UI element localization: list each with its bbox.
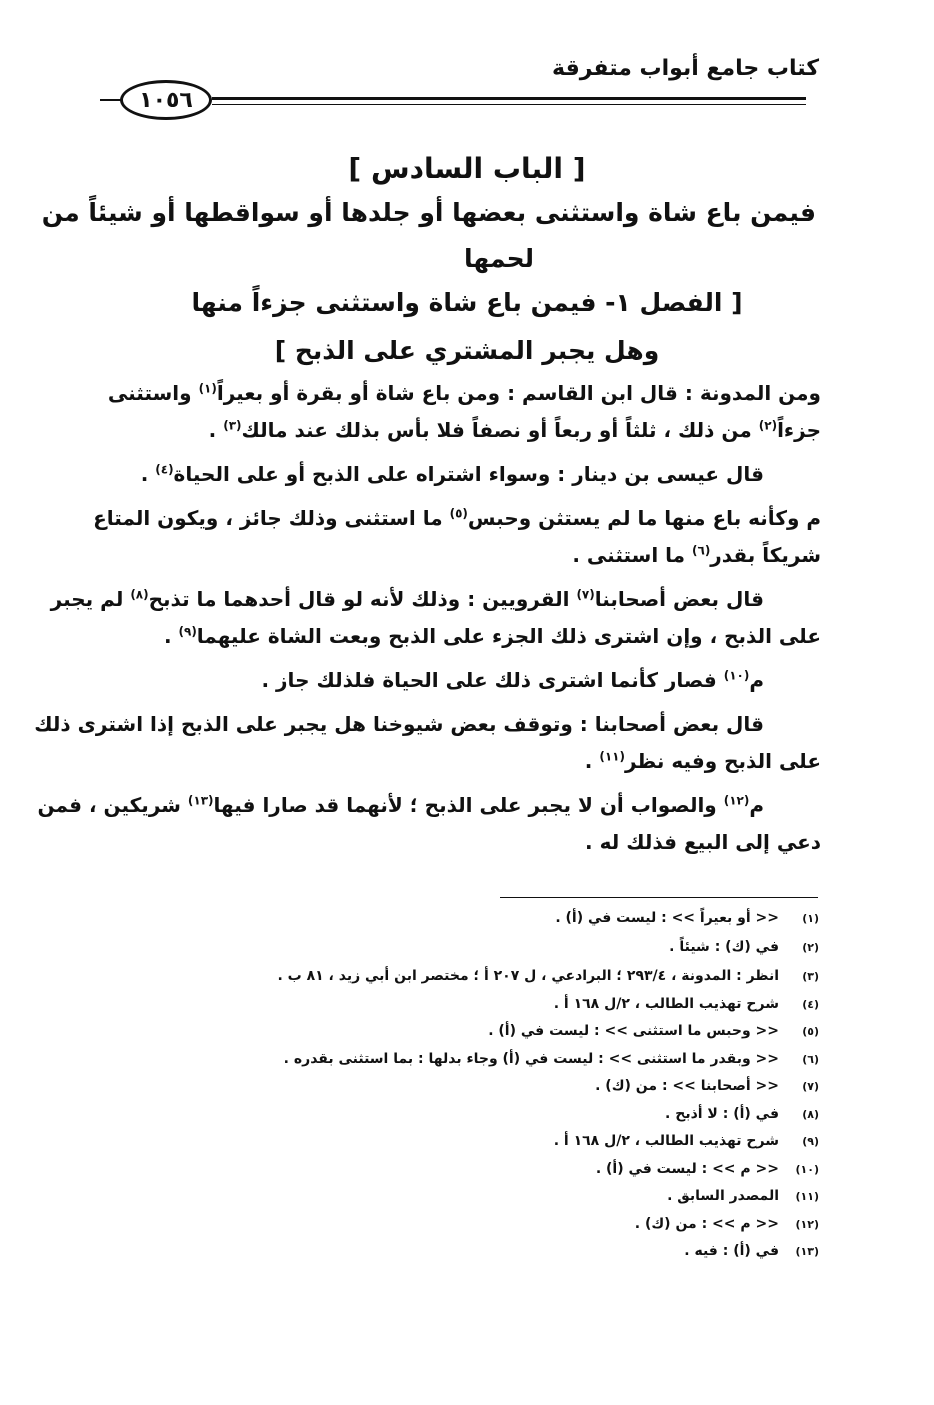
body-text: على الذبح ، وإن اشترى ذلك الجزء على الذبح وبعت الشاة عليهما bbox=[196, 624, 821, 648]
footnote-number: (١١) bbox=[795, 1190, 819, 1203]
footnote-text: شرح تهذيب الطالب ، ٢/ل ١٦٨ أ . bbox=[553, 1133, 779, 1149]
header-rule-thin bbox=[212, 104, 806, 105]
body-text: ما استثنى . bbox=[572, 543, 692, 567]
footnote-ref: (٢) bbox=[758, 418, 778, 433]
body-line-8 bbox=[261, 668, 764, 692]
footnote-3 bbox=[277, 968, 819, 984]
footnote-9 bbox=[554, 1133, 819, 1149]
body-text: . bbox=[584, 749, 600, 773]
body-text: ومن المدونة : قال ابن القاسم : ومن باع شاة أو بقرة أو بعيراً bbox=[216, 381, 821, 405]
footnote-ref: (٧) bbox=[576, 587, 595, 602]
footnote-number: (١٣) bbox=[795, 1245, 819, 1258]
footnote-ref: (١٠) bbox=[723, 668, 750, 683]
body-line-12 bbox=[585, 830, 821, 854]
body-text: ما استثنى وذلك جائز ، ويكون المتاع bbox=[93, 506, 450, 530]
footnote-8 bbox=[665, 1106, 819, 1122]
footnote-ref: (٨) bbox=[130, 587, 149, 602]
footnote-13 bbox=[684, 1243, 819, 1259]
footnote-text: << أو بعيراً >> : ليست في (أ) . bbox=[555, 910, 779, 926]
footnote-text: انظر : المدونة ، ٢٩٣/٤ ؛ البرادعي ، ل ٢٠٧ أ ؛ مختصر ابن أبي زيد ، ٨١ ب . bbox=[277, 968, 779, 984]
page-number-badge bbox=[120, 80, 212, 120]
body-text: فصار كأنما اشترى ذلك على الحياة فلذلك جاز . bbox=[261, 668, 724, 692]
body-text: م وكأنه باع منها ما لم يستثن وحبس bbox=[467, 506, 821, 530]
footnote-number: (٩) bbox=[802, 1135, 819, 1148]
footnote-text: << وبقدر ما استثنى >> : ليست في (أ) وجاء بدلها : بما استثنى بقدره . bbox=[283, 1051, 779, 1067]
page-number: ١٠٥٦ bbox=[139, 87, 193, 113]
footnote-ref: (٣) bbox=[223, 418, 242, 433]
footnote-ref: (١١) bbox=[599, 749, 625, 764]
body-line-5 bbox=[572, 543, 821, 567]
footnote-6 bbox=[284, 1051, 819, 1067]
footnote-text: في (ك) : شيئاً . bbox=[669, 939, 779, 955]
chapter-title: [ الباب السادس ] bbox=[348, 152, 586, 185]
footnote-number: (٥) bbox=[802, 1025, 819, 1038]
footnote-12 bbox=[635, 1216, 819, 1232]
footnote-text: شرح تهذيب الطالب ، ٢/ل ١٦٨ أ . bbox=[553, 996, 779, 1012]
footnote-1 bbox=[555, 910, 819, 926]
footnote-number: (٢) bbox=[802, 941, 819, 954]
footnote-number: (١٢) bbox=[795, 1218, 819, 1231]
section-title-line2: وهل يجبر المشتري على الذبح ] bbox=[274, 336, 660, 365]
body-text: جزءاً bbox=[777, 418, 821, 442]
body-text: على الذبح وفيه نظر bbox=[624, 749, 821, 773]
footnote-number: (٤) bbox=[802, 998, 819, 1011]
footnote-number: (١٠) bbox=[795, 1163, 819, 1176]
body-text: شريكاً بقدر bbox=[710, 543, 821, 567]
footnote-text: في (أ) : لا أذبح . bbox=[665, 1106, 779, 1122]
footnote-ref: (١٢) bbox=[723, 793, 750, 808]
body-text: . bbox=[163, 624, 179, 648]
footnote-text: المصدر السابق . bbox=[667, 1188, 779, 1204]
body-line-4 bbox=[93, 506, 821, 530]
footnote-number: (٨) bbox=[802, 1108, 819, 1121]
footnote-11 bbox=[667, 1188, 819, 1204]
footnote-text: << أصحابنا >> : من (ك) . bbox=[595, 1078, 779, 1094]
footnote-7 bbox=[595, 1078, 819, 1094]
body-text: والصواب أن لا يجبر على الذبح ؛ لأنهما قد صارا فيها bbox=[213, 793, 724, 817]
body-text: قال بعض أصحابنا : وتوقف بعض شيوخنا هل يجبر على الذبح إذا اشترى ذلك bbox=[34, 712, 764, 736]
footnote-2 bbox=[669, 939, 819, 955]
chapter-subtitle-line2: لحمها bbox=[463, 244, 534, 273]
header-rule bbox=[212, 97, 806, 100]
body-text: واستثنى bbox=[107, 381, 199, 405]
body-text: قال عيسى بن دينار : وسواء اشتراه على الذبح أو على الحياة bbox=[173, 462, 764, 486]
body-text: م bbox=[749, 668, 764, 692]
running-title: كتاب جامع أبواب متفرقة bbox=[552, 56, 819, 81]
footnote-5 bbox=[488, 1023, 819, 1039]
body-text: قال بعض أصحابنا bbox=[594, 587, 764, 611]
footnote-ref: (٤) bbox=[155, 462, 174, 477]
footnote-text: << م >> : ليست في (أ) . bbox=[595, 1161, 779, 1177]
body-text: القرويين : وذلك لأنه لو قال أحدهما ما تذبح bbox=[148, 587, 577, 611]
footnote-ref: (٦) bbox=[692, 543, 711, 558]
body-line-11 bbox=[37, 793, 764, 817]
body-line-9 bbox=[34, 712, 764, 736]
body-text: م bbox=[749, 793, 764, 817]
body-line-10 bbox=[585, 749, 821, 773]
body-text: . bbox=[208, 418, 224, 442]
body-text: . bbox=[140, 462, 156, 486]
footnote-number: (٣) bbox=[802, 970, 819, 983]
badge-tail bbox=[100, 99, 122, 101]
body-line-3 bbox=[141, 462, 764, 486]
body-text: دعي إلى البيع فذلك له . bbox=[585, 830, 821, 854]
footnote-text: في (أ) : فيه . bbox=[684, 1243, 779, 1259]
footnote-number: (٧) bbox=[802, 1080, 819, 1093]
chapter-subtitle-line1: فيمن باع شاة واستثنى بعضها أو جلدها أو سواقطها أو شيئاً من bbox=[41, 198, 816, 227]
footnote-4 bbox=[554, 996, 819, 1012]
body-line-1 bbox=[108, 381, 821, 405]
footnote-ref: (١) bbox=[198, 381, 217, 396]
footnote-separator bbox=[500, 897, 818, 898]
footnote-number: (١) bbox=[802, 912, 819, 925]
section-title-line1: [ الفصل ١- فيمن باع شاة واستثنى جزءاً منها bbox=[191, 288, 743, 317]
footnote-ref: (٥) bbox=[449, 506, 468, 521]
body-text: شريكين ، فمن bbox=[37, 793, 188, 817]
footnote-text: << وحبس ما استثنى >> : ليست في (أ) . bbox=[488, 1023, 779, 1039]
footnote-10 bbox=[596, 1161, 819, 1177]
body-line-7 bbox=[164, 624, 821, 648]
footnote-number: (٦) bbox=[802, 1053, 819, 1066]
footnote-ref: (١٣) bbox=[187, 793, 214, 808]
footnote-text: << م >> : من (ك) . bbox=[634, 1216, 779, 1232]
footnote-ref: (٩) bbox=[178, 624, 197, 639]
body-text: من ذلك ، ثلثاً أو ربعاً أو نصفاً فلا بأس بذلك عند مالك bbox=[241, 418, 759, 442]
body-text: لم يجبر bbox=[50, 587, 131, 611]
body-line-2 bbox=[209, 418, 821, 442]
body-line-6 bbox=[51, 587, 764, 611]
